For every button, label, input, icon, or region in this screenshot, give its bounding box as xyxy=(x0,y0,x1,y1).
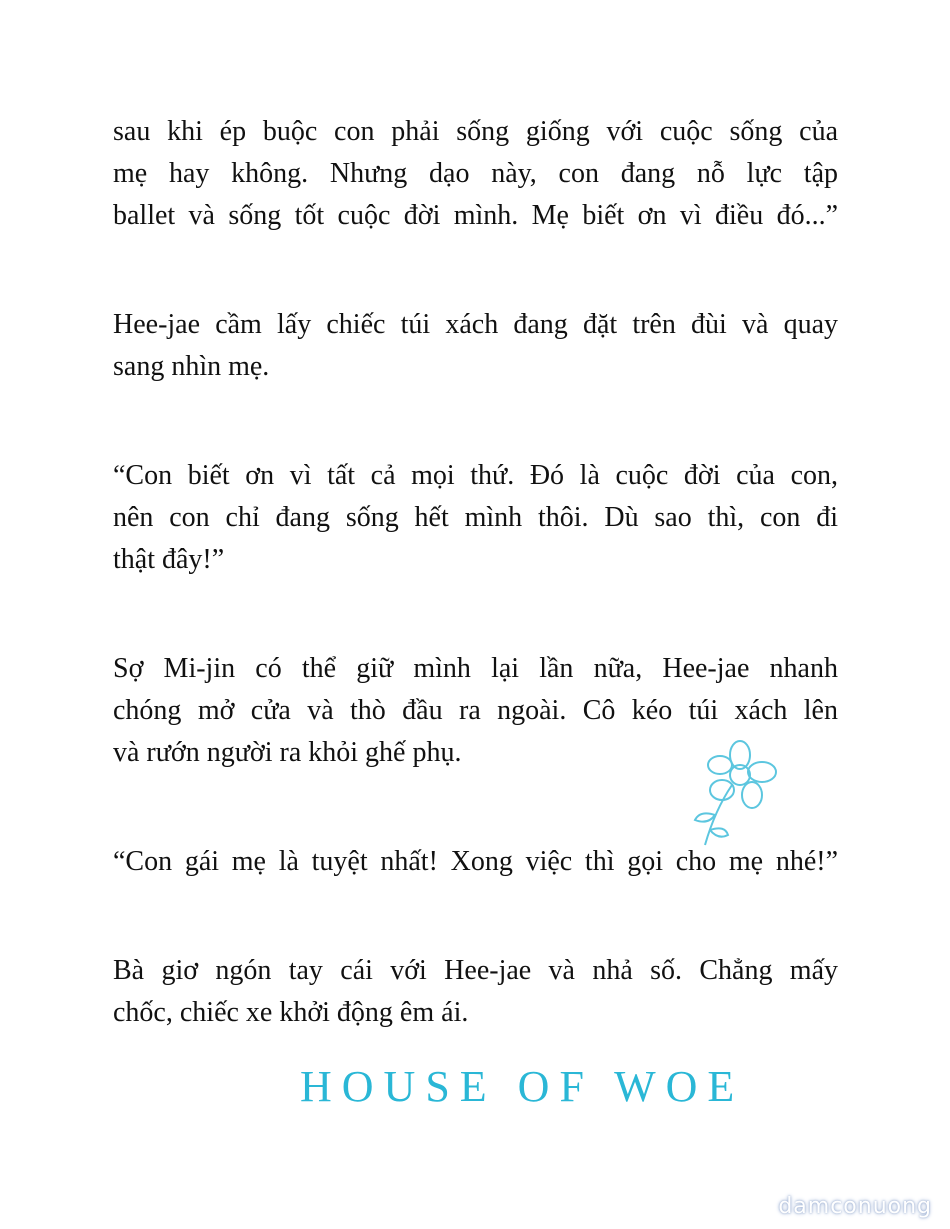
watermark-logo: HOUSE OF WOE xyxy=(300,1062,745,1111)
text-line: sau khi ép buộc con phải sống giống với cuộc sống của xyxy=(113,116,838,147)
text-line: chóng mở cửa và thò đầu ra ngoài. Cô kéo túi xách lên xyxy=(113,695,838,726)
text-line: “Con gái mẹ là tuyệt nhất! Xong việc thì gọi cho mẹ nhé!” xyxy=(113,846,838,877)
text-line: và rướn người ra khỏi ghế phụ. xyxy=(113,737,462,768)
site-credit: damconuong xyxy=(778,1194,932,1219)
text-line: mẹ hay không. Nhưng dạo này, con đang nỗ lực tập xyxy=(113,158,838,189)
text-line: Sợ Mi-jin có thể giữ mình lại lần nữa, Hee-jae nhanh xyxy=(113,653,838,684)
text-line: Bà giơ ngón tay cái với Hee-jae và nhả số. Chẳng mấy xyxy=(113,955,838,986)
paragraph xyxy=(113,455,838,581)
text-line: sang nhìn mẹ. xyxy=(113,351,270,382)
document-body xyxy=(113,111,838,1101)
text-line: “Con biết ơn vì tất cả mọi thứ. Đó là cuộc đời của con, xyxy=(113,460,838,491)
paragraph xyxy=(113,950,838,1034)
text-line: nên con chỉ đang sống hết mình thôi. Dù sao thì, con đi xyxy=(113,502,838,533)
text-line: thật đây!” xyxy=(113,544,225,575)
text-line: ballet và sống tốt cuộc đời mình. Mẹ biết ơn vì điều đó...” xyxy=(113,200,838,231)
paragraph xyxy=(113,304,838,388)
text-line: Hee-jae cầm lấy chiếc túi xách đang đặt trên đùi và quay xyxy=(113,309,838,340)
flower-watermark-icon xyxy=(680,740,780,850)
text-line: chốc, chiếc xe khởi động êm ái. xyxy=(113,997,469,1028)
paragraph xyxy=(113,111,838,237)
